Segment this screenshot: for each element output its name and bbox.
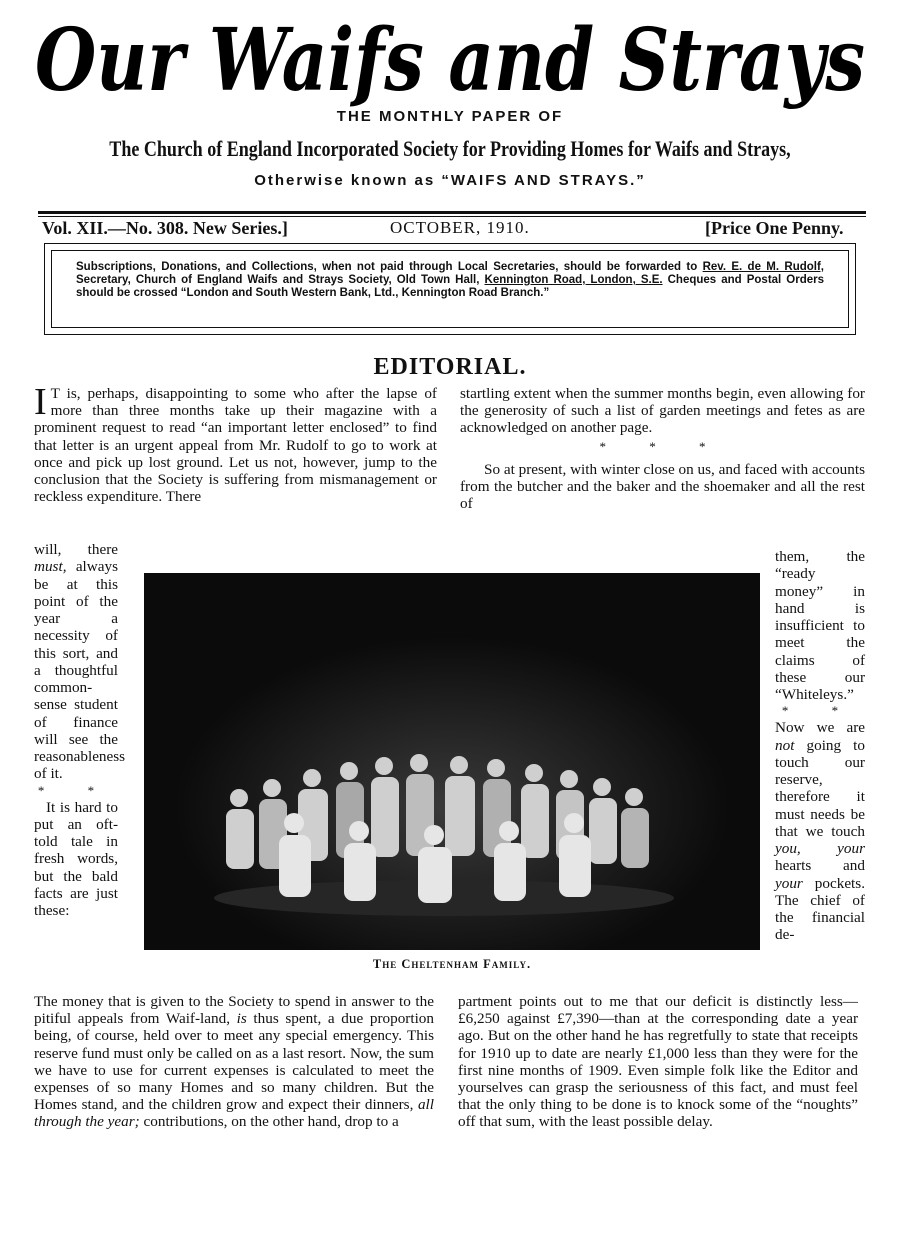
section-stars-right-narrow: * *: [781, 703, 859, 719]
photo-caption: The Cheltenham Family.: [372, 957, 532, 971]
masthead-title: [30, 2, 870, 110]
left-bottom-emphasis-is: is: [236, 1010, 247, 1028]
issue-price: [Price One Penny.: [705, 218, 844, 238]
cheltenham-family-photo: [144, 573, 760, 950]
notice-text-1: Subscriptions, Donations, and Collections, when not paid through Local Secretaries, should be forwarded to: [76, 261, 703, 273]
masthead-title-text: Our Waifs and Strays: [35, 10, 865, 110]
right-narrow-emphasis-you: you,: [775, 840, 801, 857]
right-narrow-text-2b: going to touch our reserve, therefore it must needs be that we touch: [775, 736, 865, 840]
right-narrow-emphasis-your2: your: [775, 874, 803, 892]
right-narrow-text-2c: hearts and: [775, 857, 865, 875]
left-narrow-text-3: It is hard to put an oft-told tale in fresh words, but the bald facts are just these:: [34, 798, 118, 919]
right-narrow-text-2d: pockets. The chief of the financial de-: [775, 874, 865, 944]
issue-date: OCTOBER, 1910.: [390, 218, 530, 237]
right-top-text-2: So at present, with winter close on us, and faced with accounts from the butcher and the baker and the shoemaker and all the rest of: [460, 460, 865, 513]
society-name: The Church of England Incorporated Society for Providing Homes for Waifs and Strays,: [109, 136, 791, 161]
left-bottom-text-1: The money that is given to the Society to spend in answer to the pitiful appeals from Waif-land,: [34, 993, 434, 1028]
otherwise-known-as: Otherwise known as “WAIFS AND STRAYS.”: [254, 172, 646, 189]
right-narrow-text-1: them, the “ready money” in hand is insufficient to meet the claims of these our “Whiteleys.”: [775, 548, 865, 703]
subscription-notice: [51, 250, 849, 328]
right-narrow-column: [775, 548, 865, 944]
left-column-bottom: [34, 993, 434, 1131]
right-narrow-emphasis-not: not: [775, 736, 795, 754]
left-bottom-text-2: thus spent, a due proportion being, of course, held over to meet any special emergency. This reserve fund must only be called on as a last resort. Now, the sum we have to use for current expenses is calculated to meet the expenses of so many Homes and so many children. But the Homes stand, and the children grow and expect their dinners,: [34, 1010, 434, 1114]
notice-text-3: Cheques and Postal Orders should be crossed “London and South Western Bank, Ltd., Kennington Road Branch.”: [76, 274, 824, 299]
left-narrow-text-2: always be at this point of the year a necessity of this sort, and a thoughtful common-sense student of finance will see the reasonableness of it.: [34, 558, 126, 783]
editorial-heading: EDITORIAL.: [373, 354, 527, 380]
notice-text-2: Secretary, Church of England Waifs and Strays Society, Old Town Hall,: [76, 274, 485, 286]
section-stars-left: * *: [37, 782, 115, 798]
left-bottom-emphasis-all-year: all through the year;: [34, 1096, 434, 1131]
volume-number: Vol. XII.—No. 308. New Series.]: [42, 218, 288, 238]
right-narrow-emphasis-your: your: [837, 840, 865, 857]
notice-secretary-name: Rev. E. de M. Rudolf,: [702, 261, 824, 273]
right-bottom-text: partment points out to me that our deficit is distinctly less—£6,250 against £7,390—than at the corresponding date a year ago. But on the other hand he has regretfully to state that receipts for 1910 up to date are nearly £1,000 less than they were for the first nine months of 1909. Even simple folk like the Editor and yourselves can grasp the seriousness of this fact, and must feel that the only thing to be done is to knock some of the “noughts” off that sum, with the least possible delay.: [458, 993, 858, 1131]
left-top-text: T is, perhaps, disappointing to some who after the lapse of more than three months take up their magazine with a prominent request to read “an important letter enclosed” to find that letter is an urgent appeal from Mr. Rudolf to go to work at once and pick up lost ground. Let us not, however, jump to the conclusion that the Society is suffering from mismanagement or reckless expenditure. There: [34, 385, 437, 506]
left-narrow-column: [34, 541, 126, 919]
right-top-text-1: startling extent when the summer months begin, even allowing for the generosity of such a list of garden meetings and fetes as are acknowledged on another page.: [460, 385, 865, 437]
section-stars-right: * * *: [599, 438, 726, 454]
drop-cap: I: [34, 381, 47, 423]
right-narrow-text-2a: Now we are: [775, 719, 865, 737]
header-rule-thin: [38, 216, 866, 217]
right-column-top: [460, 385, 865, 512]
masthead-subtitle: THE MONTHLY PAPER OF: [336, 108, 564, 125]
subscription-notice-box: [44, 243, 856, 335]
header-rule-thick: [38, 211, 866, 214]
left-narrow-text-1: will, there: [34, 541, 118, 558]
left-bottom-text-3: contributions, on the other hand, drop to a: [139, 1113, 399, 1131]
notice-address: Kennington Road, London, S.E.: [484, 274, 663, 286]
left-narrow-emphasis-must: must,: [34, 558, 67, 576]
right-column-bottom: [458, 993, 858, 1131]
left-column-top: [34, 381, 437, 506]
